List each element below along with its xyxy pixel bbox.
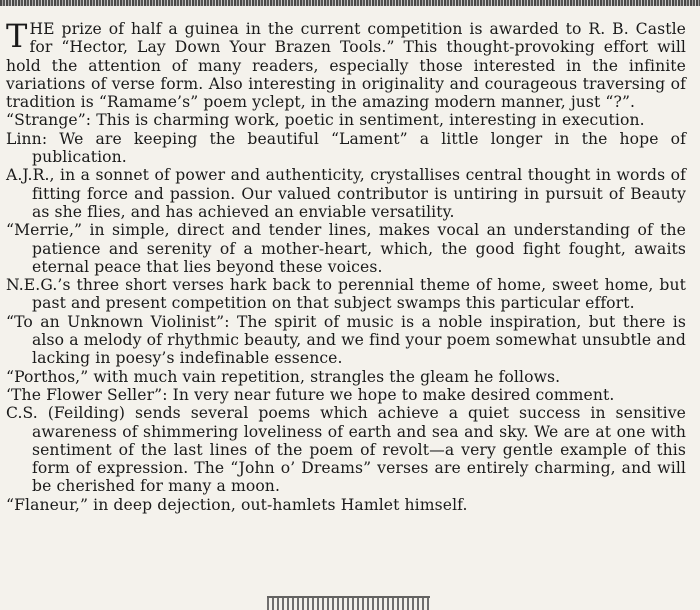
entry-flower-seller: ‘The Flower Seller”: In very near future we hope to make desired comment. xyxy=(6,385,615,404)
intro-paragraph xyxy=(6,17,686,112)
entry-neg: N.E.G.’s three short verses hark back to perennial theme of home, sweet home, but past and present competition on that subject swamps this particular effort. xyxy=(6,276,686,313)
entry-unknown-violinist: “To an Unknown Violinist”: The spirit of music is a noble inspiration, but there is also a melody of rhythmic beauty, and we find your poem somewhat unsubtle and lacking in poesy’s indefinable essence. xyxy=(6,312,686,368)
bottom-ornament xyxy=(267,596,430,610)
entry-flaneur: “Flaneur,” in deep dejection, out-hamlets Hamlet himself. xyxy=(6,495,468,514)
entry-linn: Linn: We are keeping the beautiful “Lament” a little longer in the hope of publication. xyxy=(6,129,686,167)
entry-porthos: “Porthos,” with much vain repetition, strangles the gleam he follows. xyxy=(6,367,561,386)
intro-text: HE prize of half a guinea in the current competition is awarded to R. B. Castle for “Hector, Lay Down Your Brazen Tools.” This thought-provoking effort will hold the attention of many readers, especially those interested in the infinite variations of verse form. Also interesting in originality and courageous traversing of tradition is “Ramame’s” poem yclept, in the amazing modern manner, just “?”. xyxy=(6,20,686,112)
entry-ajr: A.J.R., in a sonnet of power and authenticity, crystallises central thought in words of fitting force and passion. Our valued contributor is untiring in pursuit of Beauty as she flies, and has achieved an enviable versatility. xyxy=(6,166,686,221)
drop-cap: T xyxy=(6,17,28,55)
top-border-rule xyxy=(0,0,700,6)
entry-merrie: “Merrie,” in simple, direct and tender lines, makes vocal an understanding of the patience and serenity of a mother-heart, which, the good fight fought, awaits eternal peace that lies beyond these voices. xyxy=(6,221,686,276)
article-column xyxy=(6,17,686,514)
entry-strange: “Strange”: This is charming work, poetic in sentiment, interesting in execution. xyxy=(6,111,645,130)
entry-cs-feilding: C.S. (Feilding) sends several poems which achieve a quiet success in sensitive awareness of shimmering loveliness of earth and sea and sky. We are at one with sentiment of the last lines of the poem of revolt—a very gentle example of this form of expression. The “John o’ Dreams” verses are entirely charming, and will be cherished for many a moon. xyxy=(6,404,686,496)
